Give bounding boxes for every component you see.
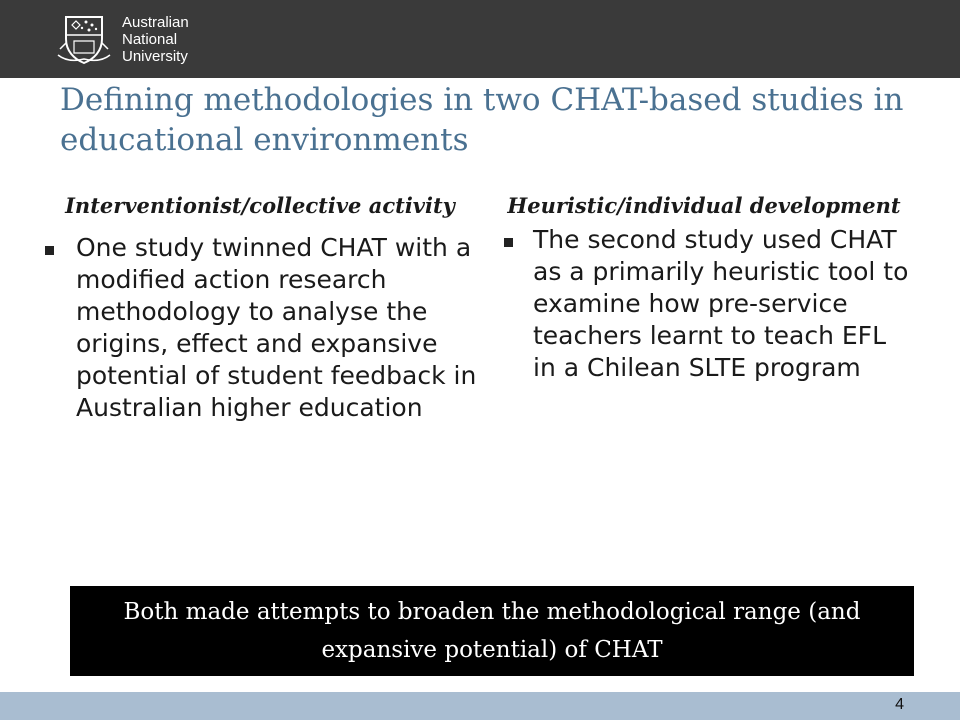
logo-line-1: Australian: [122, 13, 189, 31]
anu-logo: [56, 8, 226, 70]
logo-line-3: University: [122, 47, 188, 65]
left-bullet-item: [40, 232, 480, 424]
left-bullet-text: One study twinned CHAT with a modified action research methodology to analyse the origins, effect and expansive potential of student feedback in Australian higher education: [76, 233, 477, 422]
anu-crest-icon: [56, 11, 112, 67]
logo-wordmark: [122, 14, 189, 65]
slide-title: Defining methodologies in two CHAT-based studies in educational environments: [60, 82, 904, 158]
right-bullet-text: The second study used CHAT as a primarily heuristic tool to examine how pre-service teachers learnt to teach EFL in a Chilean SLTE program: [533, 225, 909, 382]
footer-bar: [0, 692, 960, 720]
callout-text: Both made attempts to broaden the methodological range (and expansive potential) of CHAT: [123, 599, 861, 663]
right-column: [494, 188, 914, 384]
logo-line-2: National: [122, 30, 178, 48]
bullet-square-icon: [504, 238, 513, 247]
left-column: [40, 188, 480, 424]
summary-callout: [70, 586, 914, 676]
right-bullet-item: [494, 224, 914, 384]
top-bar: [0, 0, 960, 78]
right-column-heading: Heuristic/individual development: [507, 193, 901, 218]
bullet-square-icon: [45, 246, 54, 255]
page-number: 4: [895, 696, 904, 713]
left-column-heading: Interventionist/collective activity: [65, 193, 455, 218]
